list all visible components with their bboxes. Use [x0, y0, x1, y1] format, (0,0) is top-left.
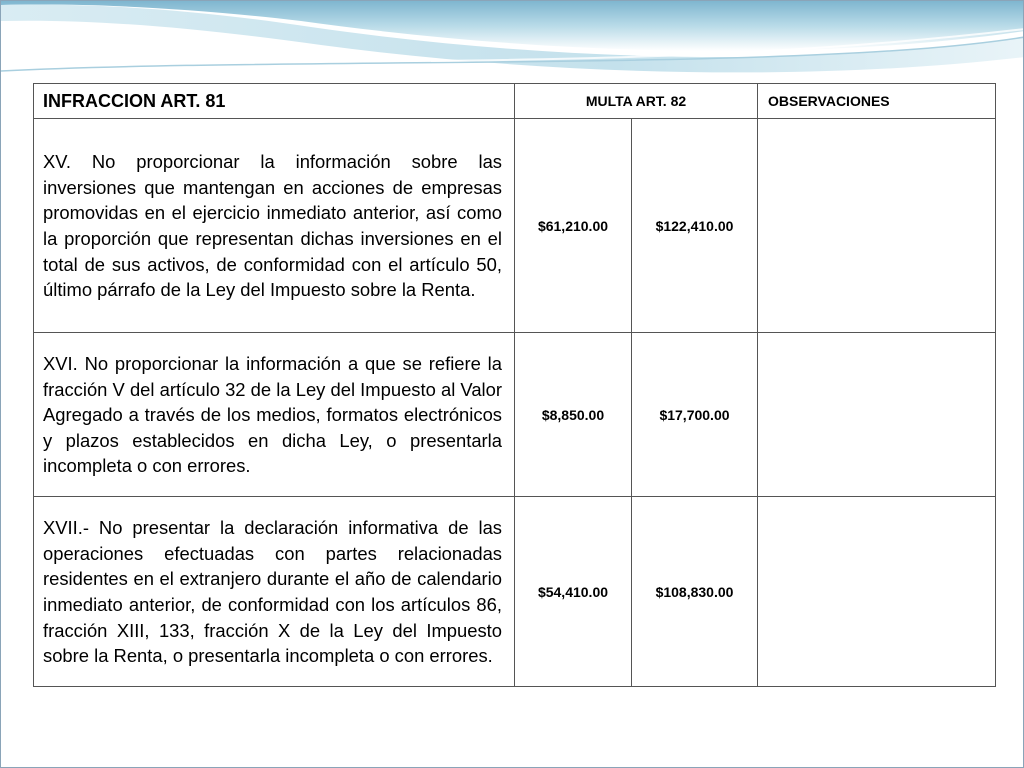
table-header-row: [34, 84, 996, 119]
row-description: XV. No proporcionar la información sobre las inversiones que mantengan en acciones de empresas promovidas en el ejercicio inmediato anterior, así como la proporción que representan dichas inversiones en el total de sus activos, de conformidad con el artículo 50, último párrafo de la Ley del Impuesto sobre la Renta.: [34, 119, 515, 333]
row-max-fine: $122,410.00: [632, 119, 758, 333]
row-max-fine: $17,700.00: [632, 333, 758, 497]
header-observaciones: OBSERVACIONES: [758, 84, 996, 119]
row-observations: [758, 333, 996, 497]
row-max-fine: $108,830.00: [632, 497, 758, 687]
row-observations: [758, 497, 996, 687]
row-min-fine: $8,850.00: [515, 333, 632, 497]
row-min-fine: $61,210.00: [515, 119, 632, 333]
table-row: [34, 497, 996, 687]
table-row: [34, 119, 996, 333]
row-min-fine: $54,410.00: [515, 497, 632, 687]
row-description: XVII.- No presentar la declaración informativa de las operaciones efectuadas con partes relacionadas residentes en el extranjero durante el año de calendario inmediato anterior, de conformidad con los artículos 86, fracción XIII, 133, fracción X de la Ley del Impuesto sobre la Renta, o presentarla incompleta o con errores.: [34, 497, 515, 687]
table-row: [34, 333, 996, 497]
fines-table: [33, 83, 996, 687]
row-description: XVI. No proporcionar la información a que se refiere la fracción V del artículo 32 de la Ley del Impuesto al Valor Agregado a través de los medios, formatos electrónicos y plazos establecidos en dicha Ley, o presentarla incompleta o con errores.: [34, 333, 515, 497]
row-observations: [758, 119, 996, 333]
header-infraccion: INFRACCION ART. 81: [34, 84, 515, 119]
header-multa: MULTA ART. 82: [515, 84, 758, 119]
